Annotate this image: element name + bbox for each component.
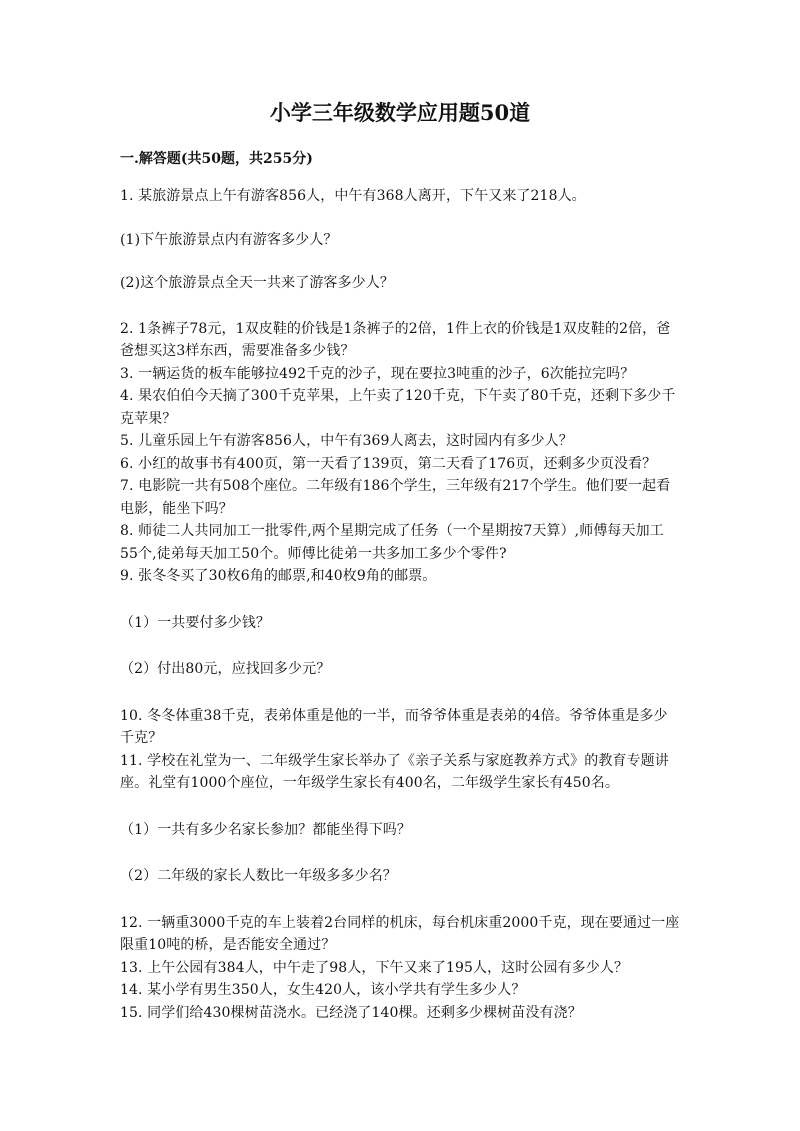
- question-list: [120, 185, 680, 1024]
- question-13: 13. 上午公园有384人，中午走了98人，下午又来了195人，这时公园有多少人？: [120, 959, 629, 976]
- question-9-part-2: （2）付出80元，应找回多少元？: [120, 661, 331, 677]
- section-heading: 一.解答题(共50题，共255分): [120, 151, 313, 167]
- question-1-part-1: (1)下午旅游景点内有游客多少人？: [120, 231, 338, 248]
- question-15: 15. 同学们给430棵树苗浇水。已经浇了140棵。还剩多少棵树苗没有浇？: [120, 1004, 582, 1021]
- question-9: 9. 张冬冬买了30枚6角的邮票,和40枚9角的邮票。: [120, 568, 437, 584]
- question-5: 5. 儿童乐园上午有游客856人，中午有369人离去，这时园内有多少人？: [120, 433, 573, 449]
- page-title: 小学三年级数学应用题50道: [269, 100, 531, 125]
- question-3: 3. 一辆运货的板车能够拉492千克的沙子，现在要拉3吨重的沙子，6次能拉完吗？: [120, 365, 635, 382]
- question-7: 7. 电影院一共有508个座位。二年级有186个学生，三年级有217个学生。他们要一起看电影，能坐下吗？: [120, 478, 671, 517]
- question-8: 8. 师徒二人共同加工一批零件,两个星期完成了任务（一个星期按7天算）,师傅每天加工55个,徒弟每天加工50个。师傅比徒弟一共多加工多少个零件?: [120, 523, 664, 562]
- question-11-part-2: （2）二年级的家长人数比一年级多多少名？: [120, 868, 397, 884]
- question-11: 11. 学校在礼堂为一、二年级学生家长举办了《亲子关系与家庭教养方式》的教育专题讲座。礼堂有1000个座位，一年级学生家长有400名，二年级学生家长有450名。: [120, 752, 669, 791]
- question-2: 2. 1条裤子78元，1双皮鞋的价钱是1条裤子的2倍，1件上衣的价钱是1双皮鞋的2倍，爸爸想买这3样东西，需要准备多少钱？: [120, 320, 671, 359]
- question-11-part-1: （1）一共有多少名家长参加？都能坐得下吗？: [120, 821, 412, 838]
- question-1: 1. 某旅游景点上午有游客856人，中午有368人离开，下午又来了218人。: [120, 188, 586, 204]
- question-9-part-1: （1）一共要付多少钱？: [120, 614, 271, 631]
- question-4: 4. 果农伯伯今天摘了300千克苹果，上午卖了120千克，下午卖了80千克，还剩下多少千克苹果？: [120, 388, 676, 427]
- question-6: 6. 小红的故事书有400页，第一天看了139页，第二天看了176页，还剩多少页没看？: [120, 455, 657, 472]
- question-12: 12. 一辆重3000千克的车上装着2台同样的机床，每台机床重2000千克，现在要通过一座限重10吨的桥，是否能安全通过？: [120, 914, 680, 953]
- question-14: 14. 某小学有男生350人，女生420人，该小学共有学生多少人？: [120, 982, 526, 998]
- question-10: 10. 冬冬体重38千克，表弟体重是他的一半，而爷爷体重是表弟的4倍。爷爷体重是多少千克？: [120, 707, 668, 746]
- question-1-part-2: (2)这个旅游景点全天一共来了游客多少人？: [120, 275, 394, 291]
